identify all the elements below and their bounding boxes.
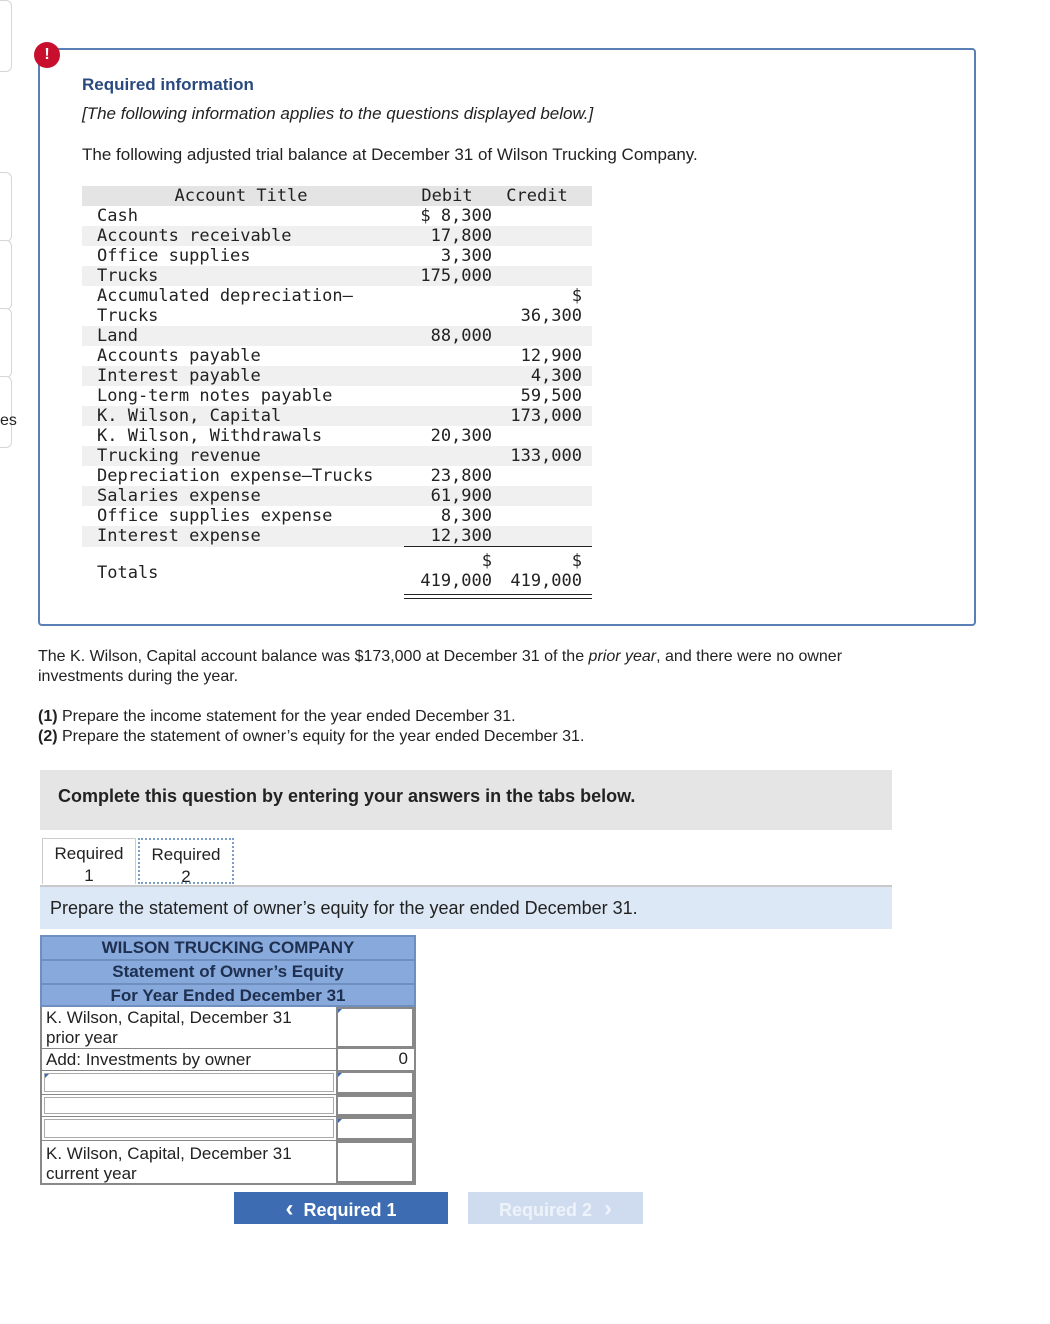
line-item-amount-input[interactable] [336,1071,414,1094]
prev-button-label: Required 1 [303,1200,397,1220]
table-row [82,306,592,326]
capital-note-emphasis: prior year [588,648,657,665]
debit-amount: 175,000 [420,266,492,286]
instruction-bar [40,887,892,929]
totals-debit: 419,000 [420,571,492,591]
capital-note-text-c: investments during the year. [38,668,239,685]
credit-amount: $ [571,286,582,306]
current-capital-label [46,1144,292,1184]
statement-row-investments [40,1049,416,1071]
totals-credit-symbol: $ [571,551,582,571]
totals-row [82,547,592,599]
table-row [82,506,592,526]
chevron-right-icon: › [604,1195,613,1222]
prior-capital-label-line1: K. Wilson, Capital, December 31 [46,1008,292,1027]
credit-amount: 133,000 [510,446,582,466]
account-title: Long-term notes payable [97,386,333,406]
task-1-number: (1) [38,708,58,725]
trial-balance-table [82,186,592,599]
input-flag-icon [338,1009,342,1013]
alert-icon: ! [34,42,60,68]
account-title: K. Wilson, Withdrawals [97,426,323,446]
table-row [82,226,592,246]
statement-company: WILSON TRUCKING COMPANY [40,935,416,959]
task-1-text: Prepare the income statement for the year ended December 31. [57,708,516,725]
totals-label: Totals [97,563,159,583]
table-row [82,266,592,286]
prior-capital-label [46,1008,292,1048]
statement-row-blank-2 [40,1095,416,1117]
credit-amount: 4,300 [530,366,582,386]
credit-amount: 12,900 [520,346,582,366]
table-row [82,286,592,306]
input-flag-icon [338,1119,342,1123]
tab-required-1[interactable] [42,838,136,884]
debit-amount: 61,900 [430,486,492,506]
statement-row-blank-3 [40,1117,416,1141]
required-information-heading: Required information [82,75,254,94]
chevron-left-icon: ‹ [285,1195,294,1222]
task-2-number: (2) [38,728,58,745]
table-row [82,386,592,406]
current-capital-label-line2: current year [46,1164,137,1183]
task-list [38,707,938,747]
account-title: Trucking revenue [97,446,261,466]
account-title: Cash [97,206,138,226]
credit-amount: 36,300 [520,306,582,326]
current-capital-input[interactable] [336,1141,414,1183]
account-title: Interest expense [97,526,261,546]
sidebar-card-3 [0,240,12,310]
tab-label-line1: Required [54,844,124,863]
account-title: Accounts payable [97,346,261,366]
question-banner-text: Complete this question by entering your answers in the tabs below. [58,786,636,806]
required-information-note: [The following information applies to the questions displayed below.] [82,104,594,123]
investments-label: Add: Investments by owner [46,1050,252,1069]
table-row [82,426,592,446]
account-title: K. Wilson, Capital [97,406,282,426]
line-item-amount-input[interactable] [336,1095,414,1116]
account-title: Interest payable [97,366,261,386]
totals-credit: 419,000 [510,571,582,591]
next-button-label: Required 2 [498,1200,593,1220]
capital-note-text-b: , and there were no owner [656,648,843,665]
statement-title: Statement of Owner’s Equity [40,959,416,983]
table-row [82,526,592,547]
debit-amount: 17,800 [430,226,492,246]
statement-row-current-capital [40,1141,416,1185]
account-title: Salaries expense [97,486,261,506]
statement-row-prior-capital [40,1007,416,1049]
next-required-2-button[interactable] [468,1192,643,1224]
account-title: Office supplies expense [97,506,333,526]
credit-amount: 59,500 [520,386,582,406]
table-row [82,446,592,466]
investments-value: 0 [336,1049,414,1070]
tab-label-line2: 2 [181,867,191,886]
question-banner [40,770,892,830]
account-title: Accounts receivable [97,226,292,246]
column-header-debit: Debit [421,186,473,206]
debit-amount: 20,300 [430,426,492,446]
sidebar-card-1 [0,0,12,72]
input-flag-icon [45,1074,49,1078]
account-title: Office supplies [97,246,251,266]
statement-period: For Year Ended December 31 [40,983,416,1007]
debit-amount: $ 8,300 [420,206,492,226]
owners-equity-statement [40,935,416,1185]
table-row [82,486,592,506]
table-row [82,206,592,226]
table-row [82,406,592,426]
account-title: Trucks [97,306,159,326]
tab-label-line2: 1 [84,866,94,885]
debit-amount: 88,000 [430,326,492,346]
instruction-text: Prepare the statement of owner’s equity for the year ended December 31. [50,898,638,918]
capital-note-text-a: The K. Wilson, Capital account balance was $173,000 at December 31 of the [38,648,589,665]
account-title: Depreciation expense—Trucks [97,466,374,486]
line-item-label-input[interactable] [44,1097,334,1114]
totals-double-underline [404,594,592,599]
sidebar-card-4 [0,308,12,378]
table-row [82,246,592,266]
account-title: Land [97,326,138,346]
prior-capital-input[interactable] [336,1007,414,1048]
debit-amount: 3,300 [440,246,492,266]
line-item-label-input[interactable] [44,1073,334,1092]
table-row [82,466,592,486]
capital-balance-note [38,647,938,687]
table-row [82,326,592,346]
prior-capital-label-line2: prior year [46,1028,118,1047]
input-flag-icon [338,1073,342,1077]
debit-amount: 12,300 [430,526,492,546]
tab-label-line1: Required [151,845,221,864]
credit-amount: 173,000 [510,406,582,426]
prev-required-1-button[interactable] [234,1192,448,1224]
line-item-label-input[interactable] [44,1119,334,1138]
trial-balance-intro: The following adjusted trial balance at December 31 of Wilson Trucking Company. [82,145,698,164]
table-row [82,346,592,366]
column-header-account-title: Account Title [174,186,308,206]
table-row [82,366,592,386]
debit-amount: 23,800 [430,466,492,486]
account-title: Trucks [97,266,159,286]
line-item-amount-input[interactable] [336,1117,414,1140]
tab-required-2[interactable] [138,838,234,884]
current-capital-label-line1: K. Wilson, Capital, December 31 [46,1144,292,1163]
sidebar-card-2 [0,172,12,242]
account-title: Accumulated depreciation— [97,286,353,306]
totals-debit-symbol: $ [481,551,492,571]
trial-balance-header [82,186,592,206]
task-2-text: Prepare the statement of owner’s equity for the year ended December 31. [57,728,585,745]
column-header-credit: Credit [506,186,568,206]
sidebar-fragment-text: es [0,412,17,429]
statement-row-blank-1 [40,1071,416,1095]
debit-amount: 8,300 [440,506,492,526]
